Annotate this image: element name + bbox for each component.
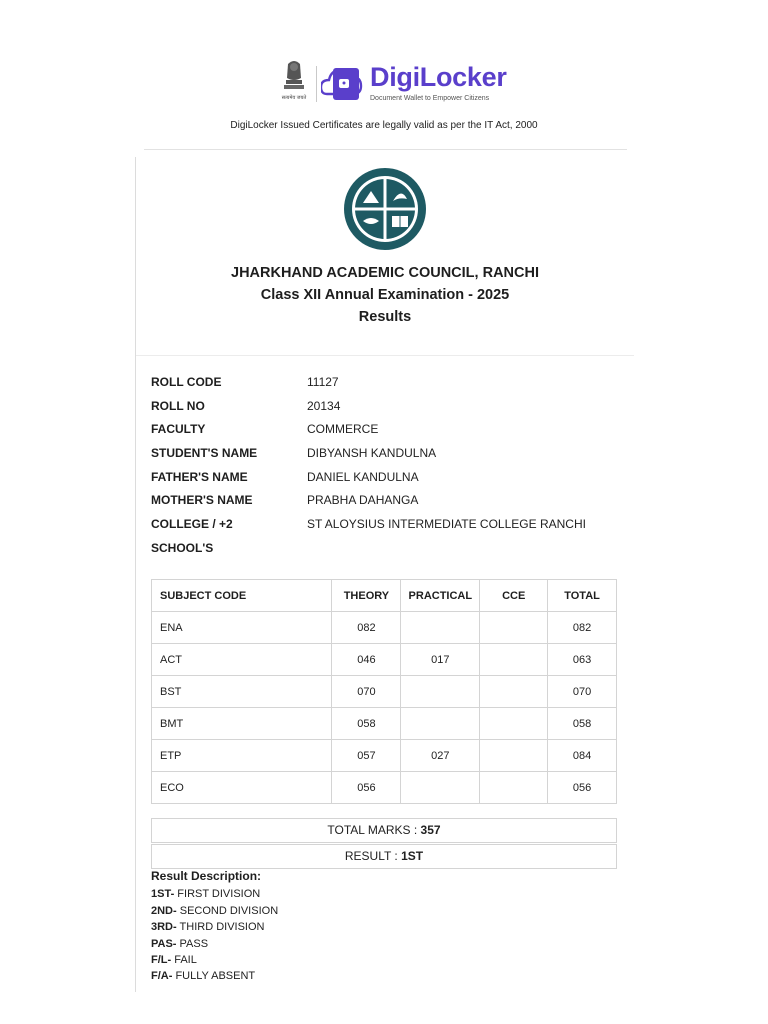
table-row [152,676,617,708]
theory-cell: 056 [332,772,401,804]
theory-cell: 058 [332,708,401,740]
result-description-title: Result Description: [151,869,262,883]
result-description-item: 3RD- THIRD DIVISION [151,921,265,933]
theory-cell: 082 [332,612,401,644]
student-name-label: STUDENT'S NAME [151,446,258,460]
practical-cell [401,708,480,740]
column-header: THEORY [332,580,401,612]
theory-cell: 046 [332,644,401,676]
theory-cell: 070 [332,676,401,708]
brand-tagline: Document Wallet to Empower Citizens [370,95,490,102]
cce-cell [480,612,548,644]
result-box [151,844,617,869]
table-header-row [152,580,617,612]
total-marks-label: TOTAL MARKS : [327,823,421,837]
practical-cell [401,612,480,644]
total-marks-value: 357 [420,823,441,837]
total-cell: 070 [548,676,617,708]
father-name-label: FATHER'S NAME [151,470,248,484]
brand-name: DigiLocker [370,62,507,92]
result-value: 1ST [401,849,424,863]
validity-note: DigiLocker Issued Certificates are legally valid as per the IT Act, 2000 [230,120,538,131]
roll-code-label: ROLL CODE [151,375,222,389]
total-cell: 084 [548,740,617,772]
council-seal-icon [341,167,429,251]
marks-table [151,579,617,804]
column-header: TOTAL [548,580,617,612]
table-row [152,708,617,740]
emblem-caption: सत्यमेव जयते [281,95,307,101]
subject-code-cell: ACT [152,644,332,676]
table-row [152,740,617,772]
practical-cell: 017 [401,644,480,676]
father-name-value: DANIEL KANDULNA [307,470,419,484]
results-heading: Results [358,309,412,325]
school-label: SCHOOL'S [151,541,214,555]
theory-cell: 057 [332,740,401,772]
subject-code-cell: BST [152,676,332,708]
council-name: JHARKHAND ACADEMIC COUNCIL, RANCHI [231,265,539,281]
cce-cell [480,676,548,708]
cce-cell [480,644,548,676]
student-name-value: DIBYANSH KANDULNA [307,446,437,460]
subject-code-cell: ETP [152,740,332,772]
national-emblem-icon [279,58,309,104]
result-description-item: 2ND- SECOND DIVISION [151,905,279,917]
total-cell: 058 [548,708,617,740]
mother-name-value: PRABHA DAHANGA [307,493,419,507]
digilocker-logo-icon [321,64,365,104]
subject-code-cell: BMT [152,708,332,740]
result-description-item: F/A- FULLY ABSENT [151,970,256,982]
total-cell: 056 [548,772,617,804]
result-description-item: 1ST- FIRST DIVISION [151,888,261,900]
header-separator [144,149,627,150]
result-description-item: PAS- PASS [151,938,209,950]
card-header-separator [136,355,634,356]
roll-no-value: 20134 [307,399,341,413]
table-row [152,644,617,676]
college-label: COLLEGE / +2 [151,517,233,531]
column-header: SUBJECT CODE [152,580,332,612]
practical-cell [401,676,480,708]
mother-name-label: MOTHER'S NAME [151,493,253,507]
total-marks-box [151,818,617,843]
faculty-value: COMMERCE [307,422,379,436]
table-row [152,612,617,644]
header-divider [316,66,317,102]
college-value: ST ALOYSIUS INTERMEDIATE COLLEGE RANCHI [307,517,586,531]
faculty-label: FACULTY [151,422,206,436]
column-header: PRACTICAL [401,580,480,612]
total-cell: 082 [548,612,617,644]
cce-cell [480,772,548,804]
result-label: RESULT : [344,849,402,863]
cce-cell [480,708,548,740]
card-border [135,157,136,992]
table-row [152,772,617,804]
result-description-item: F/L- FAIL [151,954,197,966]
column-header: CCE [480,580,548,612]
practical-cell: 027 [401,740,480,772]
exam-title: Class XII Annual Examination - 2025 [260,287,510,303]
cce-cell [480,740,548,772]
subject-code-cell: ENA [152,612,332,644]
practical-cell [401,772,480,804]
total-cell: 063 [548,644,617,676]
roll-no-label: ROLL NO [151,399,205,413]
subject-code-cell: ECO [152,772,332,804]
roll-code-value: 11127 [307,375,339,389]
